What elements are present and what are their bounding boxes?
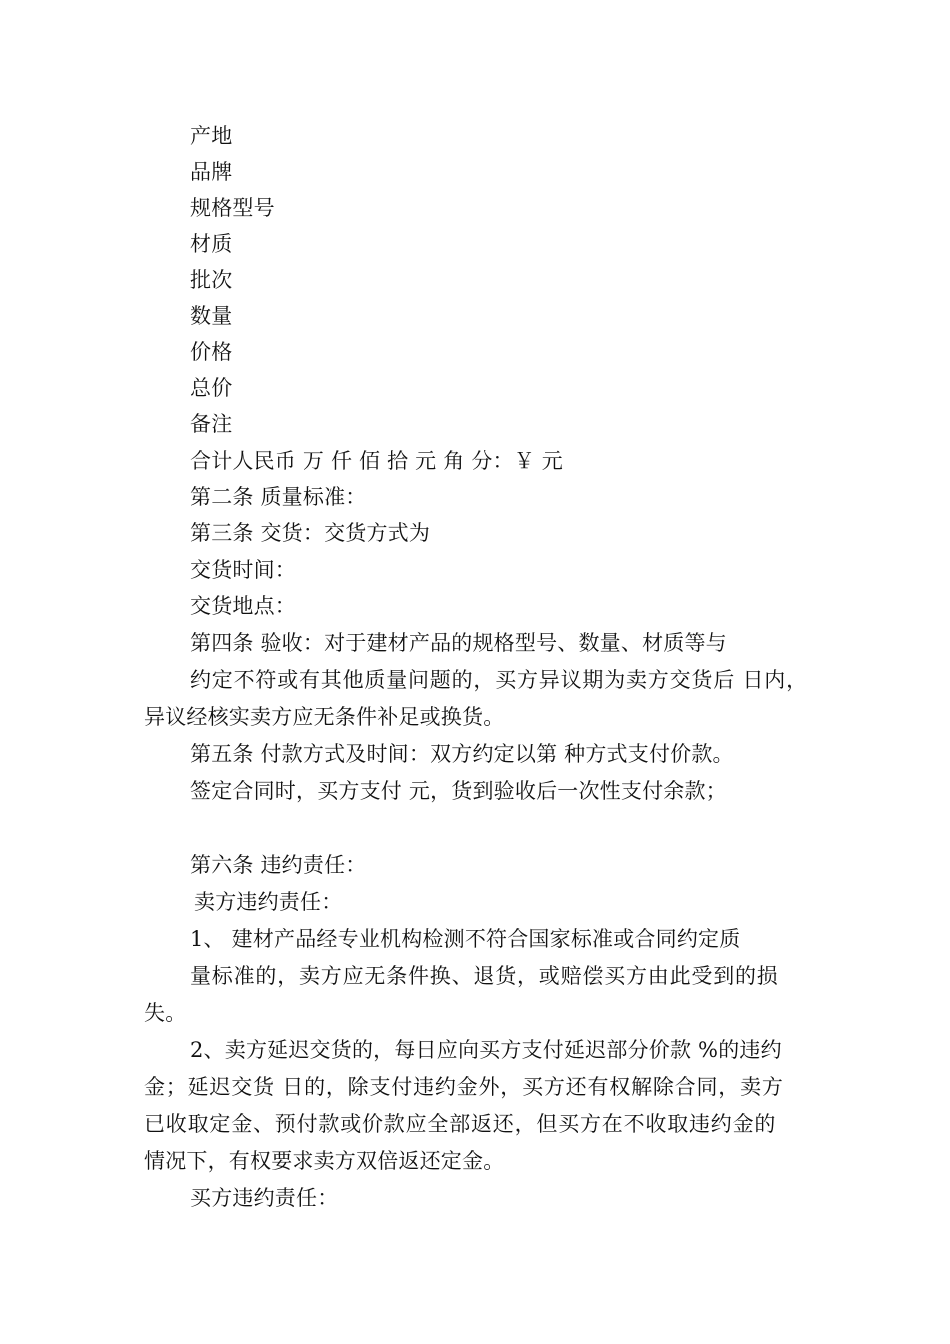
article-4-line-2: 约定不符或有其他质量问题的，买方异议期为卖方交货后 日内，: [190, 668, 808, 692]
article-4-acceptance: 第四条 验收：对于建材产品的规格型号、数量、材质等与: [190, 631, 727, 655]
payment-terms: 签定合同时，买方支付 元，货到验收后一次性支付余款；: [190, 779, 727, 803]
seller-clause-2-line-3: 已收取定金、预付款或价款应全部返还，但买方在不收取违约金的: [144, 1112, 777, 1136]
seller-clause-2-line-2: 金；延迟交货 日的，除支付违约金外，买方还有权解除合同，卖方: [144, 1075, 784, 1099]
item-price: 价格: [190, 340, 233, 364]
item-origin: 产地: [190, 124, 233, 148]
item-remarks: 备注: [190, 412, 233, 436]
seller-clause-2: 2、卖方延迟交货的，每日应向买方支付延迟部分价款 %的违约: [190, 1038, 782, 1062]
item-brand: 品牌: [190, 160, 233, 184]
seller-liability-heading: 卖方违约责任：: [194, 890, 343, 914]
item-material: 材质: [190, 232, 233, 256]
article-2-quality: 第二条 质量标准：: [190, 485, 367, 509]
article-3-delivery: 第三条 交货：交货方式为: [190, 521, 431, 545]
item-batch: 批次: [190, 268, 233, 292]
item-quantity: 数量: [190, 304, 233, 328]
seller-clause-1-line-2: 量标准的，卖方应无条件换、退货，或赔偿买方由此受到的损: [190, 964, 779, 988]
seller-clause-2-line-4: 情况下，有权要求卖方双倍返还定金。: [144, 1149, 505, 1173]
buyer-liability-heading: 买方违约责任：: [190, 1186, 339, 1210]
seller-clause-1-line-3: 失。: [144, 1001, 187, 1025]
delivery-time: 交货时间：: [190, 558, 296, 582]
article-4-line-3: 异议经核实卖方应无条件补足或换货。: [144, 705, 505, 729]
item-total-price: 总价: [190, 376, 233, 400]
total-amount-line: 合计人民币 万 仟 佰 拾 元 角 分：￥ 元: [190, 449, 564, 473]
article-5-payment: 第五条 付款方式及时间：双方约定以第 种方式支付价款。: [190, 742, 734, 766]
delivery-place: 交货地点：: [190, 594, 296, 618]
item-spec-model: 规格型号: [190, 196, 275, 220]
article-6-liability: 第六条 违约责任：: [190, 853, 367, 877]
seller-clause-1: 1、 建材产品经专业机构检测不符合国家标准或合同约定质: [190, 927, 741, 951]
